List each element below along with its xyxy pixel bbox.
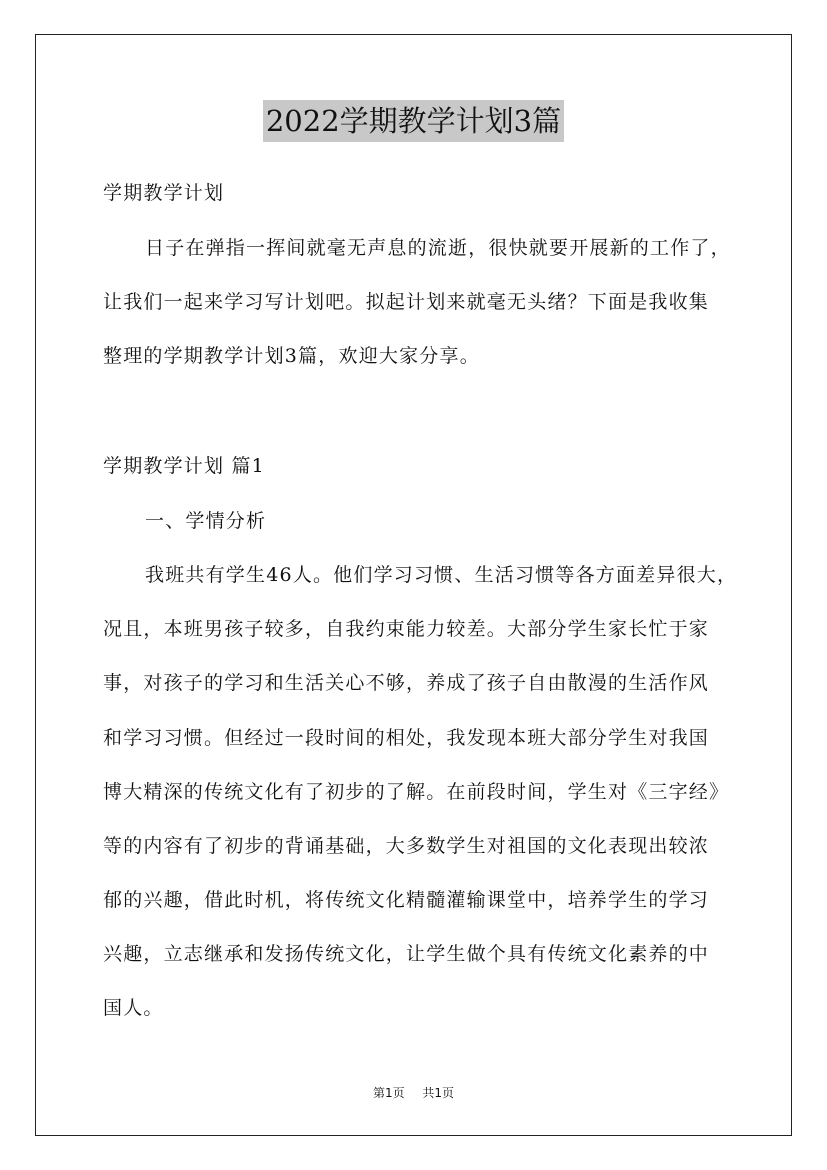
document-title: 2022学期教学计划3篇 (263, 100, 564, 142)
paragraph-line: 日子在弹指一挥间就毫无声息的流逝，很快就要开展新的工作了， (145, 237, 731, 259)
page-footer (0, 1085, 827, 1101)
section-heading: 学期教学计划 篇1 (103, 455, 265, 477)
page-total: 共1页 (422, 1086, 454, 1100)
paragraph-line: 郁的兴趣，借此时机，将传统文化精髓灌输课堂中，培养学生的学习 (103, 889, 710, 911)
paragraph-line: 等的内容有了初步的背诵基础，大多数学生对祖国的文化表现出较浓 (103, 835, 710, 857)
paragraph-line: 让我们一起来学习写计划吧。拟起计划来就毫无头绪？下面是我收集 (103, 291, 710, 313)
page-number: 第1页 (373, 1086, 405, 1100)
paragraph-line: 我班共有学生46人。他们学习习惯、生活习惯等各方面差异很大， (145, 564, 738, 586)
paragraph-line: 整理的学期教学计划3篇，欢迎大家分享。 (103, 345, 480, 367)
subsection-heading: 一、学情分析 (145, 510, 267, 532)
paragraph-line: 兴趣，立志继承和发扬传统文化，让学生做个具有传统文化素养的中 (103, 943, 710, 965)
title-container (0, 100, 827, 142)
paragraph-line: 博大精深的传统文化有了初步的了解。在前段时间，学生对《三字经》 (103, 781, 730, 803)
section-heading: 学期教学计划 (103, 182, 225, 204)
paragraph-line: 况且，本班男孩子较多，自我约束能力较差。大部分学生家长忙于家 (103, 618, 710, 640)
paragraph-line: 和学习习惯。但经过一段时间的相处，我发现本班大部分学生对我国 (103, 727, 710, 749)
paragraph-line: 国人。 (103, 997, 164, 1019)
paragraph-line: 事，对孩子的学习和生活关心不够，养成了孩子自由散漫的生活作风 (103, 672, 710, 694)
